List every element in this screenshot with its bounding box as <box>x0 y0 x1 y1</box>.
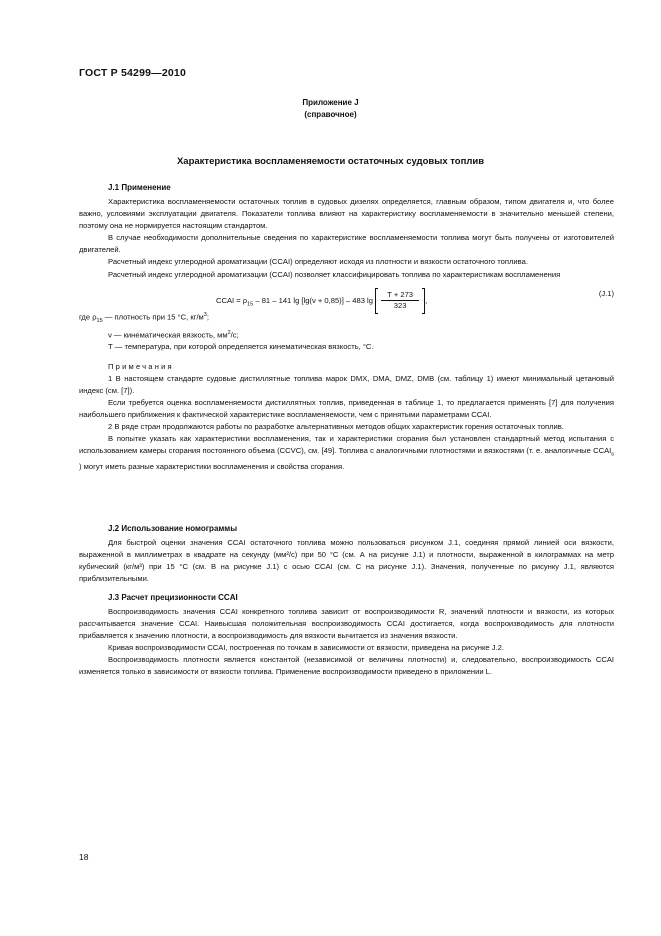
legend-nu-pre: ν — кинематическая вязкость, мм <box>108 330 228 340</box>
section-j2-body <box>79 537 614 585</box>
note-2-cont-pre: В попытке указать как характеристики воспламенения, так и характеристики сгорания был установлен стандартный метод испытания с использованием камеры сгорания постоянного объема (CCVC), см. [49]. Топлива с аналогичными плотностями и вязкостями (т. е. аналогичные CCAI <box>79 434 614 456</box>
fraction-numerator: T + 273 <box>381 290 419 301</box>
note-2-cont <box>79 433 614 473</box>
paragraph: В случае необходимости дополнительные сведения по характеристике воспламеняемости топлива могут быть получены от изготовителей двигателей. <box>79 233 614 255</box>
paragraph: Характеристика воспламеняемости остаточных топлив в судовых дизелях определяется, главным образом, типом двигателя и, что более важно, условиями эксплуатации двигателя. Показатели топлива влияют на характеристику воспламеняемости в значительно меньшей степени, поэтому она не нормируется настоящим стандартом. <box>79 197 614 231</box>
note-2-cont-post: ) могут иметь разные характеристики воспламенения и свойства сгорания. <box>79 461 345 471</box>
paragraph: Расчетный индекс углеродной ароматизации (CCAI) позволяет классифицировать топлива по характеристикам воспламенения <box>108 269 561 279</box>
note-1: 1 В настоящем стандарте судовые дистиллятные топлива марок DMX, DMA, DMZ, DMB (см. таблицу 1) имеют минимальный цетановый индекс (см. [7]). <box>79 373 614 395</box>
paragraph: Воспроизводимость значения CCAI конкретного топлива зависит от воспроизводимости R, значений плотности и вязкости, из которых рассчитывается значение CCAI. Наивысшая положительная воспроизводимость CCAI достигается, когда воспроизводимость для плотности прибавляется к значению плотности, а воспроизводимость для вязкости вычитается из значения вязкости. <box>79 607 614 641</box>
paragraph: Кривая воспроизводимости CCAI, построенная по точкам в зависимости от вязкости, приведена на рисунке J.2. <box>108 643 504 653</box>
formula-mid: – 81 – 141 lg [lg(ν + 0,85)] – 483 lg <box>255 295 373 305</box>
paragraph: Расчетный индекс углеродной ароматизации (CCAI) определяют исходя из плотности и вязкости остаточного топлива. <box>108 257 528 267</box>
legend-rho-sub: 15 <box>96 317 103 324</box>
note-1-cont: Если требуется оценка воспламеняемости дистиллятных топлив, приведенная в таблице 1, то предлагается применять [7] для получения наибольшего приближения к фактической характеристике воспламеняемости, чем с принятыми параметрами CCAI. <box>79 397 614 419</box>
section-j1-body <box>79 196 614 473</box>
legend-t: Т — температура, при которой определяется кинематическая вязкость, °С. <box>108 342 374 352</box>
formula-fraction <box>381 290 419 311</box>
paragraph: Для быстрой оценки значения CCAI остаточного топлива можно пользоваться рисунком J.1, соединяя прямой линией оси вязкости, выраженной в миллиметрах в квадрате на секунду (мм²/с) при 50 °С (см. А на рисунке J.1) и плотности, выраженной в килограммах на метр кубический (кг/м³) при 15 °С (см. В на рисунке J.1) с осью CCAI (см. С на рисунке J.1). Значения, полученные по рисунку J.1, являются приблизительными. <box>79 538 614 584</box>
page-number: 18 <box>79 852 89 862</box>
formula-expression <box>216 288 427 314</box>
notes-heading: Примечания <box>108 361 174 371</box>
section-heading-j2: J.2 Использование номограммы <box>108 524 238 533</box>
section-heading-j1: J.1 Применение <box>108 183 171 192</box>
appendix-label: Приложение J <box>302 98 359 107</box>
section-heading-j3: J.3 Расчет прецизионности CCAI <box>108 593 238 602</box>
note-2: 2 В ряде стран продолжаются работы по разработке альтернативных методов общих характеристик горения остаточных топлив. <box>108 421 564 431</box>
appendix-type: (справочное) <box>304 110 357 119</box>
left-bracket <box>375 288 378 314</box>
legend-nu-end: /с; <box>230 330 239 340</box>
formula-number: (J.1) <box>598 288 614 298</box>
fraction-denominator: 323 <box>393 301 407 311</box>
formula-rho-sub: 15 <box>247 301 254 308</box>
legend-rho-end: ; <box>206 312 209 322</box>
legend-rho-sup: 3 <box>203 311 207 318</box>
legend-nu-sup: 2 <box>227 329 231 336</box>
section-j3-body <box>79 606 614 679</box>
legend-rho-post: — плотность при 15 °С, кг/м <box>102 312 204 322</box>
formula-end: , <box>425 295 428 305</box>
document-header: ГОСТ Р 54299—2010 <box>79 67 187 79</box>
legend-rho-pre: где ρ <box>79 312 97 322</box>
note-2-cont-sub: s <box>611 451 614 458</box>
formula-lhs: CCAI = ρ <box>216 295 248 305</box>
appendix-title: Характеристика воспламеняемости остаточных судовых топлив <box>176 156 485 167</box>
legend-nu <box>79 327 614 342</box>
formula-legend <box>79 309 614 354</box>
formula-j1 <box>79 281 614 309</box>
paragraph: Воспроизводимость плотности является константой (независимой от величины плотности) и, следовательно, воспроизводимость CCAI изменяется только в зависимости от вязкости топлива. Применение воспроизводимости приведено в приложении L. <box>79 655 614 677</box>
